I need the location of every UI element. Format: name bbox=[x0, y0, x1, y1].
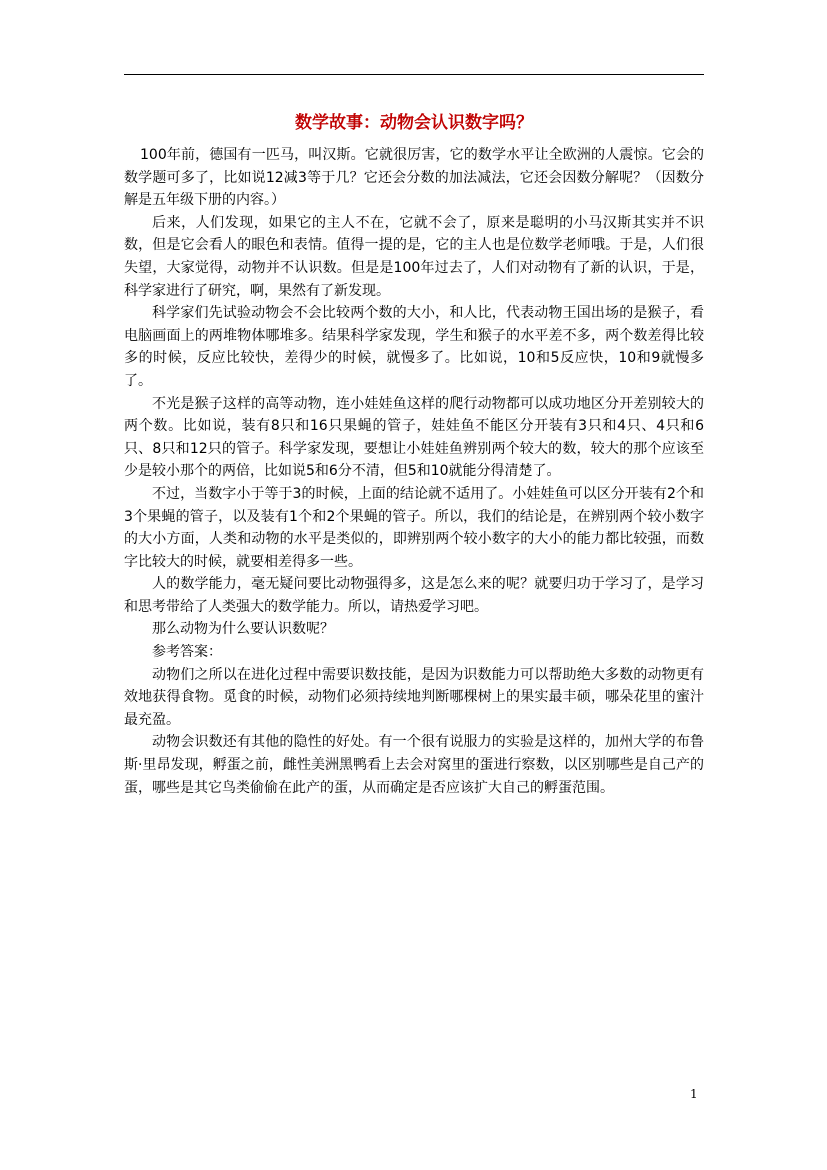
header-rule bbox=[124, 74, 704, 75]
question-paragraph: 那么动物为什么要认识数呢？ bbox=[152, 621, 334, 638]
answer-paragraph-2: 动物会识数还有其他的隐性的好处。有一个很有说服力的实验是这样的，加州大学的布鲁斯·里昂发现，孵蛋之前，雌性美洲黑鸭看上去会对窝里的蛋进行察数，以区别哪些是自己产的蛋，哪些是其它鸟类偷偷在此产的蛋，从而确定是否应该扩大自己的孵蛋范围。 bbox=[124, 734, 704, 796]
paragraph-3: 科学家们先试验动物会不会比较两个数的大小，和人比，代表动物王国出场的是猴子，看电脑画面上的两堆物体哪堆多。结果科学家发现，学生和猴子的水平差不多，两个数差得比较多的时候，反应比较快，差得少的时候，就慢多了。比如说，10和5反应快，10和9就慢多了。 bbox=[124, 305, 704, 389]
document-body bbox=[124, 144, 704, 799]
answer-paragraph-1: 动物们之所以在进化过程中需要识数技能，是因为识数能力可以帮助绝大多数的动物更有效地获得食物。觅食的时候，动物们必须持续地判断哪棵树上的果实最丰硕，哪朵花里的蜜汁最充盈。 bbox=[124, 666, 704, 728]
paragraph-1: 100年前，德国有一匹马，叫汉斯。它就很厉害，它的数学水平让全欧洲的人震惊。它会的数学题可多了，比如说12减3等于几？它还会分数的加法减法，它还会因数分解呢？（因数分解是五年级下册的内容。） bbox=[124, 147, 704, 209]
paragraph-4: 不光是猴子这样的高等动物，连小娃娃鱼这样的爬行动物都可以成功地区分开差别较大的两个数。比如说，装有8只和16只果蝇的管子，娃娃鱼不能区分开装有3只和4只、4只和6只、8只和12只的管子。科学家发现，要想让小娃娃鱼辨别两个较大的数，较大的那个应该至少是较小那个的两倍，比如说5和6分不清，但5和10就能分得清楚了。 bbox=[124, 395, 704, 480]
paragraph-5: 不过，当数字小于等于3的时候，上面的结论就不适用了。小娃娃鱼可以区分开装有2个和3个果蝇的管子，以及装有1个和2个果蝇的管子。所以，我们的结论是，在辨别两个较小数字的大小方面，人类和动物的水平是类似的，即辨别两个较小数字的大小的能力都比较强，而数字比较大的时候，就要相差得多一些。 bbox=[124, 485, 704, 570]
page-number: 1 bbox=[690, 1087, 698, 1101]
paragraph-6: 人的数学能力，毫无疑问要比动物强得多，这是怎么来的呢？就要归功于学习了，是学习和思考带给了人类强大的数学能力。所以，请热爱学习吧。 bbox=[124, 576, 704, 615]
paragraph-2: 后来，人们发现，如果它的主人不在，它就不会了，原来是聪明的小马汉斯其实并不识数，但是它会看人的眼色和表情。值得一提的是，它的主人也是位数学老师哦。于是，人们很失望，大家觉得，动物并不认识数。但是是100年过去了，人们对动物有了新的认识，于是，科学家进行了研究，啊，果然有了新发现。 bbox=[124, 214, 704, 299]
answer-heading: 参考答案： bbox=[152, 644, 222, 661]
document-title: 数学故事：动物会认识数字吗？ bbox=[295, 113, 533, 133]
